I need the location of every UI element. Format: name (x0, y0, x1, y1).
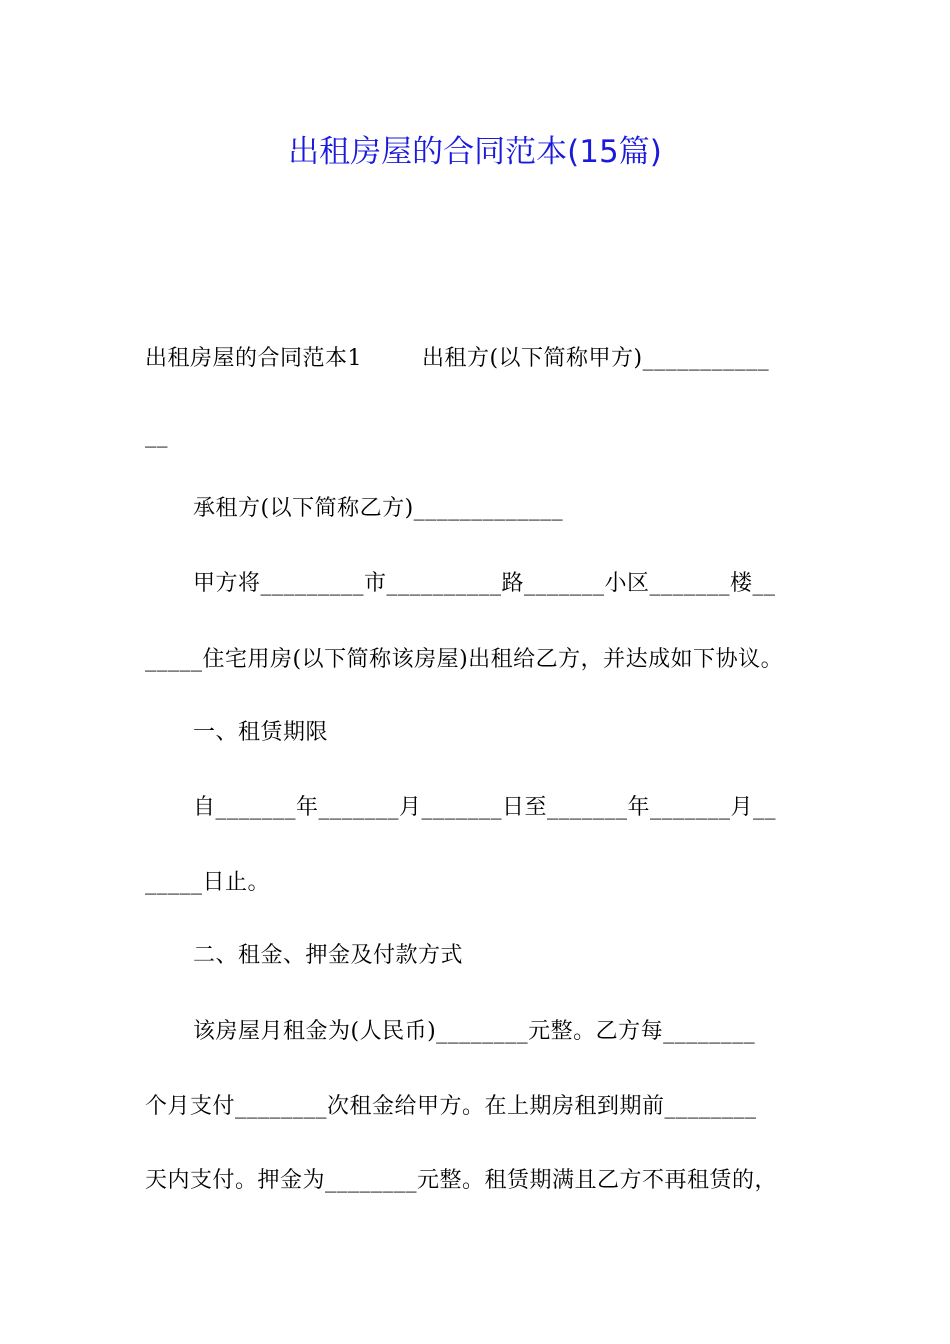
paragraph-line-3: 承租方(以下简称乙方)_____________ (193, 496, 564, 521)
paragraph-line-9: 个月支付________次租金给甲方。在上期房租到期前________ (145, 1094, 757, 1119)
document-title: 出租房屋的合同范本(15篇) (288, 134, 662, 170)
section-heading-2: 二、租金、押金及付款方式 (193, 943, 464, 968)
paragraph-line-10: 天内支付。押金为________元整。租赁期满且乙方不再租赁的， (145, 1168, 778, 1193)
paragraph-line-1: 出租房屋的合同范本1 出租方(以下简称甲方)___________ (145, 346, 770, 371)
paragraph-line-4: 甲方将_________市__________路_______小区_______楼__ (193, 571, 776, 596)
paragraph-line-7: _____日止。 (145, 870, 271, 895)
paragraph-line-8: 该房屋月租金为(人民币)________元整。乙方每________ (193, 1019, 756, 1044)
paragraph-line-6: 自_______年_______月_______日至_______年_______月__ (193, 795, 777, 820)
paragraph-line-5: _____住宅用房(以下简称该房屋)出租给乙方，并达成如下协议。 (145, 647, 784, 672)
paragraph-line-2: __ (145, 423, 168, 448)
section-heading-1: 一、租赁期限 (193, 720, 329, 745)
